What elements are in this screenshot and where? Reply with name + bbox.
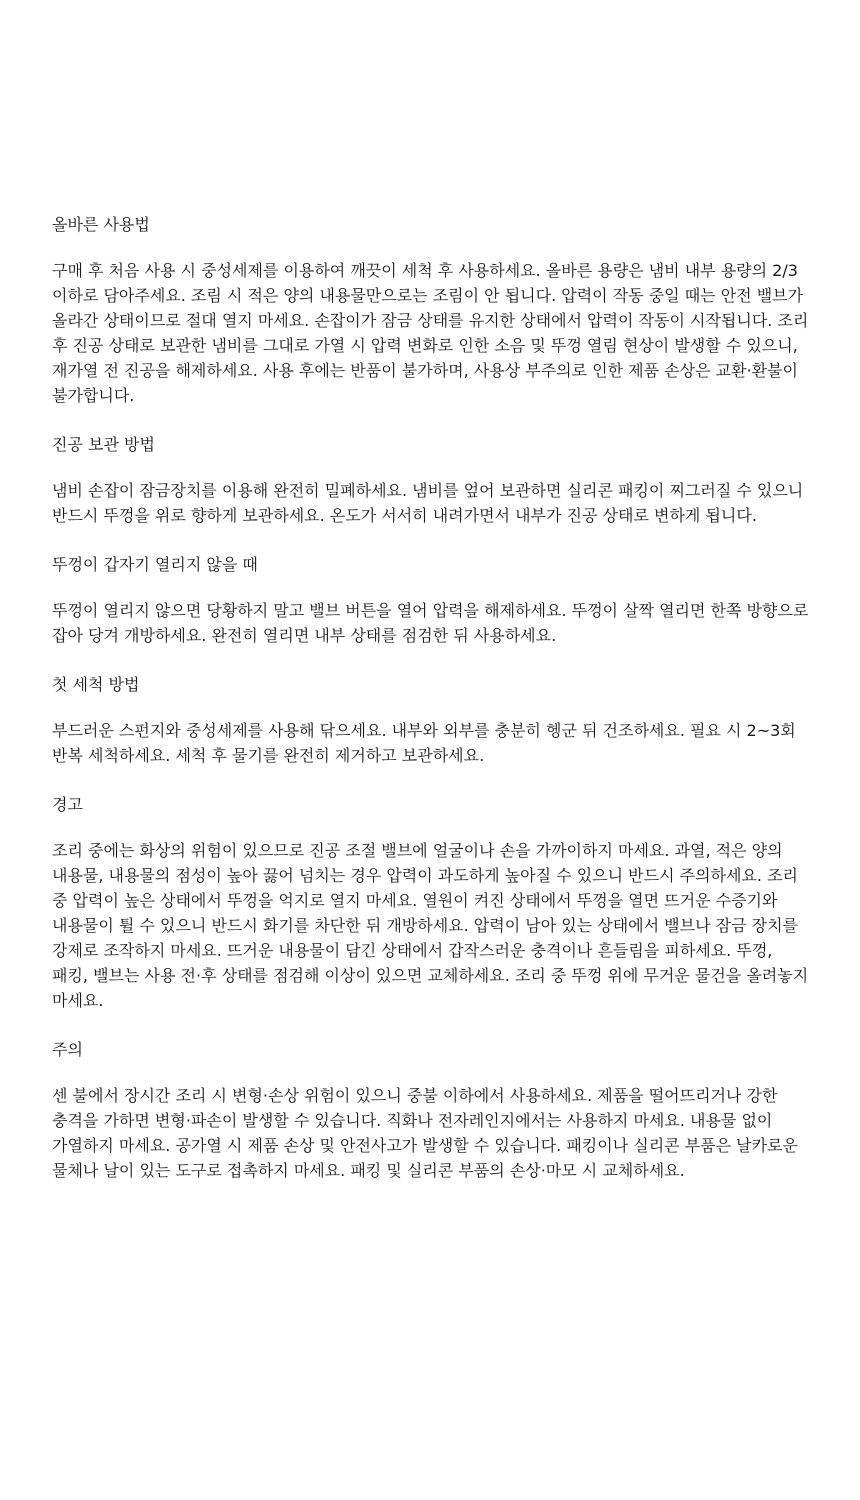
section-warning xyxy=(52,792,812,1013)
document-content xyxy=(52,212,812,1207)
section-body: 뚜껑이 열리지 않으면 당황하지 말고 밸브 버튼을 열어 압력을 해제하세요. 뚜껑이 살짝 열리면 한쪽 방향으로 잡아 당겨 개방하세요. 완전히 열리면 내부 상태를 점검한 뒤 사용하세요. xyxy=(52,601,809,645)
section-caution xyxy=(52,1037,812,1183)
section-vacuum-storage xyxy=(52,432,812,528)
section-first-wash xyxy=(52,672,812,768)
section-lid-stuck xyxy=(52,552,812,648)
section-body: 구매 후 처음 사용 시 중성세제를 이용하여 깨끗이 세척 후 사용하세요. 올바른 용량은 냄비 내부 용량의 2/3 이하로 담아주세요. 조림 시 적은 양의 내용물만으로는 조림이 안 됩니다. 압력이 작동 중일 때는 안전 밸브가 올라간 상태이므로 절대 열지 마세요. 손잡이가 잠금 상태를 유지한 상태에서 압력이 작동이 시작됩니다. 조리 후 진공 상태로 보관한 냄비를 그대로 가열 시 압력 변화로 인한 소음 및 뚜껑 열림 현상이 발생할 수 있으니, 재가열 전 진공을 해제하세요. 사용 후에는 반품이 불가하며, 사용상 부주의로 인한 제품 손상은 교환·환불이 불가합니다. xyxy=(52,261,809,405)
section-body: 냄비 손잡이 잠금장치를 이용해 완전히 밀폐하세요. 냄비를 엎어 보관하면 실리콘 패킹이 찌그러질 수 있으니 반드시 뚜껑을 위로 향하게 보관하세요. 온도가 서서히 내려가면서 내부가 진공 상태로 변하게 됩니다. xyxy=(52,481,804,525)
section-heading: 경고 xyxy=(52,795,83,814)
section-body: 조리 중에는 화상의 위험이 있으므로 진공 조절 밸브에 얼굴이나 손을 가까이하지 마세요. 과열, 적은 양의 내용물, 내용물의 점성이 높아 끓어 넘치는 경우 압력이 과도하게 높아질 수 있으니 반드시 주의하세요. 조리 중 압력이 높은 상태에서 뚜껑을 억지로 열지 마세요. 열원이 켜진 상태에서 뚜껑을 열면 뜨거운 수증기와 내용물이 튈 수 있으니 반드시 화기를 차단한 뒤 개방하세요. 압력이 남아 있는 상태에서 밸브나 잠금 장치를 강제로 조작하지 마세요. 뜨거운 내용물이 담긴 상태에서 갑작스러운 충격이나 흔들림을 피하세요. 뚜껑, 패킹, 밸브는 사용 전·후 상태를 점검해 이상이 있으면 교체하세요. 조리 중 뚜껑 위에 무거운 물건을 올려놓지 마세요. xyxy=(52,841,809,1010)
section-usage xyxy=(52,212,812,408)
section-heading: 진공 보관 방법 xyxy=(52,435,155,454)
section-heading: 뚜껑이 갑자기 열리지 않을 때 xyxy=(52,555,258,574)
section-heading: 주의 xyxy=(52,1040,83,1059)
section-body: 센 불에서 장시간 조리 시 변형·손상 위험이 있으니 중불 이하에서 사용하세요. 제품을 떨어뜨리거나 강한 충격을 가하면 변형·파손이 발생할 수 있습니다. 직화나 전자레인지에서는 사용하지 마세요. 내용물 없이 가열하지 마세요. 공가열 시 제품 손상 및 안전사고가 발생할 수 있습니다. 패킹이나 실리콘 부품은 날카로운 물체나 날이 있는 도구로 접촉하지 마세요. 패킹 및 실리콘 부품의 손상·마모 시 교체하세요. xyxy=(52,1086,798,1180)
section-heading: 첫 세척 방법 xyxy=(52,675,140,694)
section-body: 부드러운 스펀지와 중성세제를 사용해 닦으세요. 내부와 외부를 충분히 헹군 뒤 건조하세요. 필요 시 2~3회 반복 세척하세요. 세척 후 물기를 완전히 제거하고 보관하세요. xyxy=(52,721,796,765)
section-heading: 올바른 사용법 xyxy=(52,215,150,234)
